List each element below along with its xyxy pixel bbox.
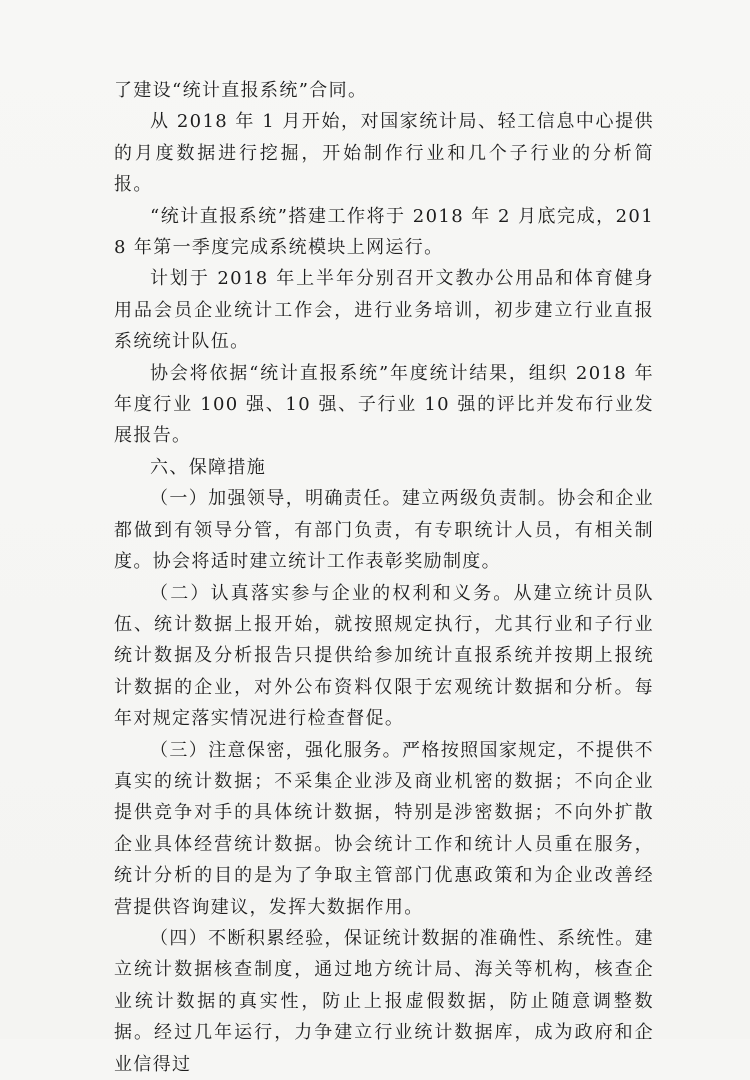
paragraph-experience-accuracy: （四）不断积累经验，保证统计数据的准确性、系统性。建立统计数据核查制度，通过地方统计局、海关等机构，核查企业统计数据的真实性，防止上报虚假数据，防止随意调整数据。经过几年运行，力争建立行业统计数据库，成为政府和企业信得过 — [114, 927, 654, 1075]
paragraph-rights-obligations: （二）认真落实参与企业的权利和义务。从建立统计员队伍、统计数据上报开始，就按照规定执行，尤其行业和子行业统计数据及分析报告只提供给参加统计直报系统并按期上报统计数据的企业，对外公布资料仅限于宏观统计数据和分析。每年对规定落实情况进行检查督促。 — [114, 582, 654, 730]
paragraph-statistics-meetings: 计划于 2018 年上半年分别召开文教办公用品和体育健身用品会员企业统计工作会，进行业务培训，初步建立行业直报系统统计队伍。 — [114, 268, 654, 353]
section-heading-safeguards: 六、保障措施 — [150, 456, 267, 478]
paragraph-leadership: （一）加强领导，明确责任。建立两级负责制。协会和企业都做到有领导分管，有部门负责，有专职统计人员，有相关制度。协会将适时建立统计工作表彰奖励制度。 — [114, 488, 654, 573]
paragraph-contract-continuation: 了建设“统计直报系统”合同。 — [114, 80, 368, 101]
paragraph-annual-ranking: 协会将依据“统计直报系统”年度统计结果，组织 2018 年年度行业 100 强、10 强、子行业 10 强的评比并发布行业发展报告。 — [114, 362, 654, 447]
paragraph-system-build-schedule: “统计直报系统”搭建工作将于 2018 年 2 月底完成，2018 年第一季度完成系统模块上网运行。 — [114, 205, 654, 259]
paragraph-confidentiality-service: （三）注意保密，强化服务。严格按照国家规定，不提供不真实的统计数据；不采集企业涉及商业机密的数据；不向企业提供竞争对手的具体统计数据，特别是涉密数据；不向外扩散企业具体经营统计数据。协会统计工作和统计人员重在服务，统计分析的目的是为了争取主管部门优惠政策和为企业改善经营提供咨询建议，发挥大数据作用。 — [114, 739, 654, 918]
paragraph-monthly-data-mining: 从 2018 年 1 月开始，对国家统计局、轻工信息中心提供的月度数据进行挖掘，开始制作行业和几个子行业的分析简报。 — [114, 111, 654, 196]
